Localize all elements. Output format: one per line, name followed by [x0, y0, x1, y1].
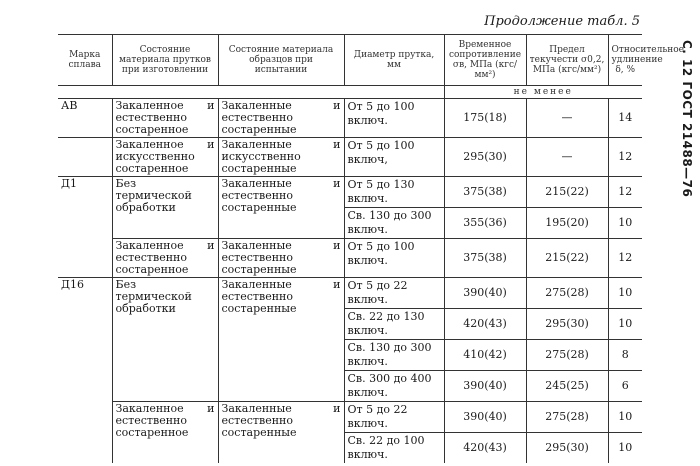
- cell-grade: [58, 371, 112, 402]
- cell-sample-state: Закаленные и искусственно состаренные: [218, 138, 344, 177]
- cell-rod-state: Без термической обработки: [112, 278, 218, 402]
- cell-grade: [58, 208, 112, 239]
- cell-diameter: От 5 до 100 включ,: [344, 138, 444, 177]
- cell-rod-state: Закаленное и искусственно состаренное: [112, 138, 218, 177]
- table-row: [58, 278, 642, 309]
- cell-diameter: От 5 до 100 включ.: [344, 239, 444, 278]
- cell-diameter: Св. 130 до 300 включ.: [344, 208, 444, 239]
- cell-diameter: От 5 до 22 включ.: [344, 278, 444, 309]
- cell-rod-state: Без термической обработки: [112, 177, 218, 239]
- table-row: [58, 402, 642, 433]
- table-row: [58, 99, 642, 138]
- header-yield: Предел текучести σ0,2, МПа (кгс/мм²): [526, 35, 608, 86]
- cell-elongation: 10: [608, 208, 642, 239]
- cell-tensile: 355(36): [444, 208, 526, 239]
- cell-tensile: 390(40): [444, 402, 526, 433]
- cell-tensile: 295(30): [444, 138, 526, 177]
- cell-grade: Д16: [58, 278, 112, 309]
- cell-elongation: 10: [618, 441, 633, 454]
- cell-grade: [58, 239, 112, 278]
- cell-elongation: 12: [608, 138, 642, 177]
- table-header-row: [58, 35, 642, 86]
- not-less-row: [58, 86, 642, 99]
- cell-yield: 275(28): [526, 278, 608, 309]
- cell-yield: —: [526, 138, 608, 177]
- cell-yield: 295(30): [526, 433, 608, 464]
- header-grade: Марка сплава: [58, 35, 112, 86]
- cell-yield: 215(22): [526, 239, 608, 278]
- cell-diameter: От 5 до 22 включ.: [344, 402, 444, 433]
- cell-elongation: 6: [608, 371, 642, 402]
- cell-tensile: 390(40): [444, 278, 526, 309]
- cell-yield: —: [526, 99, 608, 138]
- cell-diameter: Св. 130 до 300 включ.: [344, 340, 444, 371]
- cell-tensile: 375(38): [444, 177, 526, 208]
- cell-grade: [58, 433, 112, 464]
- header-rod-state: Состояние материала прутков при изготовлении: [112, 35, 218, 86]
- cell-elongation: 8: [608, 340, 642, 371]
- cell-diameter: От 5 до 100 включ.: [344, 99, 444, 138]
- cell-grade: [58, 138, 112, 177]
- cell-tensile: 410(42): [444, 340, 526, 371]
- cell-yield: 195(20): [526, 208, 608, 239]
- table-row: [58, 177, 642, 208]
- cell-elongation: 10: [608, 309, 642, 340]
- cell-tensile: 420(43): [444, 433, 526, 464]
- cell-elongation: 12: [608, 239, 642, 278]
- cell-sample-state: Закаленные и естественно состаренные: [218, 99, 344, 138]
- cell-grade: Д1: [58, 177, 112, 208]
- page-side-label: С. 12 ГОСТ 21488—76: [680, 40, 694, 198]
- cell-yield: 295(30): [526, 309, 608, 340]
- cell-diameter: Св. 300 до 400 включ.: [344, 371, 444, 402]
- cell-tensile: 375(38): [444, 239, 526, 278]
- cell-elongation: 10: [608, 402, 642, 433]
- header-tensile: Временное сопротивление σв, МПа (кгс/мм²): [444, 35, 526, 86]
- cell-diameter: Св. 22 до 100 включ.: [344, 433, 444, 464]
- cell-tensile: 390(40): [444, 371, 526, 402]
- header-sample-state: Состояние материала образцов при испытании: [218, 35, 344, 86]
- cell-grade: [58, 402, 112, 433]
- header-elongation: Относительное удлинение δ, %: [608, 35, 642, 86]
- cell-elongation: 10: [608, 278, 642, 309]
- cell-elongation: 14: [608, 99, 642, 138]
- cell-yield: 245(25): [526, 371, 608, 402]
- table-row: [58, 138, 642, 177]
- properties-table: [58, 34, 684, 463]
- not-less-spacer: [58, 86, 444, 99]
- not-less-label: не менее: [444, 86, 642, 99]
- cell-sample-state: Закаленные и естественно состаренные: [218, 177, 344, 239]
- cell-sample-state: Закаленные и естественно состаренные: [218, 239, 344, 278]
- table-caption: Продолжение табл. 5: [484, 14, 640, 29]
- cell-sample-state: Закаленные и естественно состаренные: [218, 402, 344, 464]
- cell-tensile: 175(18): [444, 99, 526, 138]
- cell-grade: [58, 340, 112, 371]
- cell-yield: 275(28): [526, 340, 608, 371]
- cell-rod-state: Закаленное и естественно состаренное: [112, 99, 218, 138]
- cell-yield: 275(28): [526, 402, 608, 433]
- cell-diameter: Св. 22 до 130 включ.: [344, 309, 444, 340]
- cell-yield: 215(22): [526, 177, 608, 208]
- table-row: [58, 239, 642, 278]
- header-diameter: Диаметр прутка, мм: [344, 35, 444, 86]
- cell-grade: [58, 309, 112, 340]
- cell-rod-state: Закаленное и естественно состаренное: [112, 402, 218, 464]
- cell-tensile: 420(43): [444, 309, 526, 340]
- cell-diameter: От 5 до 130 включ.: [344, 177, 444, 208]
- cell-grade: АВ: [58, 99, 112, 138]
- cell-elongation: 12: [608, 177, 642, 208]
- cell-sample-state: Закаленные и естественно состаренные: [218, 278, 344, 402]
- cell-rod-state: Закаленное и естественно состаренное: [112, 239, 218, 278]
